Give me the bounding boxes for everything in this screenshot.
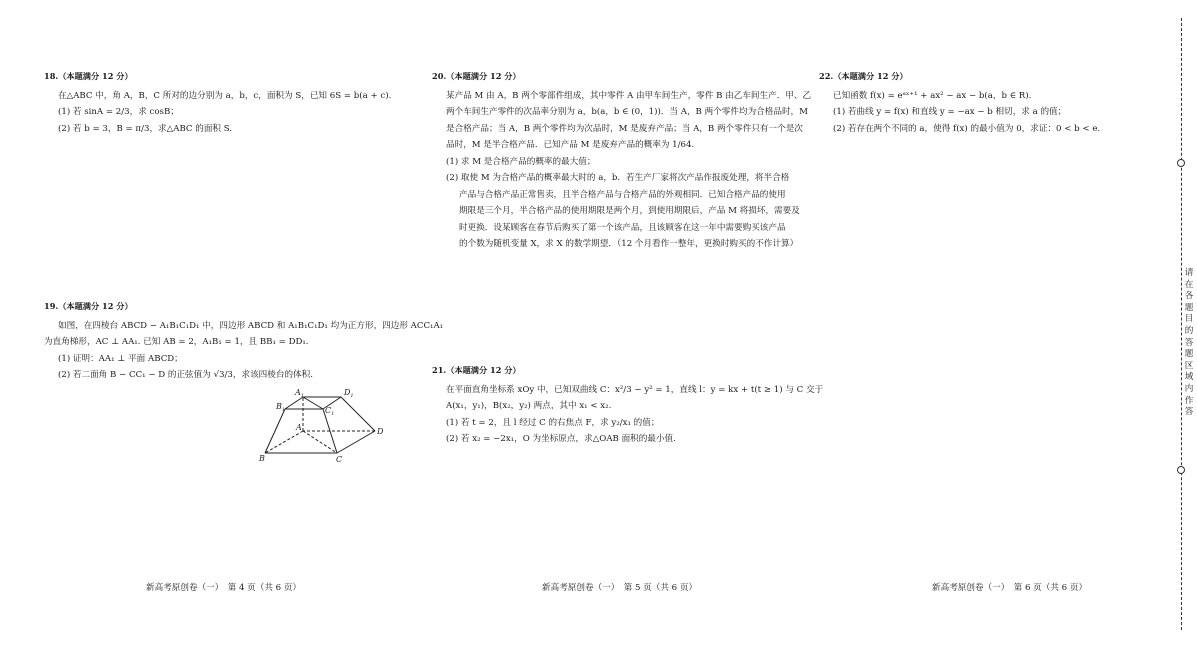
q18-stem: 在△ABC 中，角 A，B，C 所对的边分别为 a，b，c，面积为 S，已知 6S = b(a + c). xyxy=(58,90,392,101)
edge-DD1 xyxy=(341,397,375,431)
diagonal-AC xyxy=(303,431,337,453)
q19-heading: 19.（本题满分 12 分） xyxy=(44,301,133,311)
edge-CD xyxy=(337,431,375,453)
q21-line1: 在平面直角坐标系 xOy 中，已知双曲线 C：x²/3 − y² = 1，直线 l：y = kx + t(t ≥ 1) 与 C 交于 xyxy=(446,384,824,395)
q18-part2: (2) 若 b = 3，B = π/3，求△ABC 的面积 S. xyxy=(58,123,233,134)
q22-part1: (1) 若曲线 y = f(x) 和直线 y = −ax − b 相切，求 a 的值； xyxy=(833,107,1067,117)
page4-q18 xyxy=(44,68,391,137)
frustum-figure xyxy=(255,385,395,465)
q21-heading: 21.（本题满分 12 分） xyxy=(432,365,521,375)
q21-line2: A(x₁，y₁)，B(x₂，y₂) 两点，其中 x₁ < x₂. xyxy=(446,401,612,411)
label-B: B xyxy=(259,454,265,463)
page4-footer: 新高考原创卷（一） 第 4 页（共 6 页） xyxy=(146,583,302,593)
page5-q21 xyxy=(432,362,823,448)
edge-BB1 xyxy=(265,409,285,453)
q20-part1: (1) 求 M 是合格产品的概率的最大值； xyxy=(446,156,596,167)
label-A1: $A_1$ xyxy=(295,388,304,399)
binding-hole-bottom xyxy=(1177,466,1185,474)
q20-part2-a: (2) 取使 M 为合格产品的概率最大时的 a，b．若生产厂家将次产品作报废处理，将半合格 xyxy=(446,173,790,183)
q21-part2: (2) 若 x₂ = −2x₁，O 为坐标原点，求△OAB 面积的最小值. xyxy=(446,434,676,444)
q22-stem: 已知函数 f(x) = eᵃˣ⁺¹ + ax² − ax − b(a，b ∈ R). xyxy=(833,90,1032,101)
page5-q20 xyxy=(432,68,811,253)
label-B1: $B_1$ xyxy=(276,402,286,413)
binding-hole-top xyxy=(1177,159,1185,167)
q20-part2-b: 产品与合格产品正常售卖，且半合格产品与合格产品的外观相同．已知合格产品的使用 xyxy=(459,189,786,200)
q20-line4: 品时，M 是半合格产品．已知产品 M 是废弃产品的概率为 1/64. xyxy=(446,140,695,150)
binding-notice: 请 在 各 题 目 的 答 题 区 域 内 作 答 xyxy=(1184,268,1194,418)
label-C1: $C_1$ xyxy=(325,406,335,417)
q21-part1: (1) 若 t = 2，且 l 经过 C 的右焦点 F，求 y₂/x₁ 的值； xyxy=(446,417,660,428)
q22-heading: 22.（本题满分 12 分） xyxy=(819,71,908,81)
binding-dashed-line xyxy=(1181,18,1182,630)
page5-footer: 新高考原创卷（一） 第 5 页（共 6 页） xyxy=(542,583,698,593)
diagonal-A1C1 xyxy=(303,397,323,409)
q20-part2-c: 期限是三个月，半合格产品的使用期限是两个月，到使用期限后，产品 M 将损坏，需要及 xyxy=(459,206,800,216)
q20-heading: 20.（本题满分 12 分） xyxy=(432,71,521,81)
page6-footer: 新高考原创卷（一） 第 6 页（共 6 页） xyxy=(932,583,1088,593)
q20-line3: 是合格产品；当 A，B 两个零件均为次品时，M 是废弃产品；当 A，B 两个零件只有一个是次 xyxy=(446,123,803,134)
q19-line1: 如图，在四棱台 ABCD − A₁B₁C₁D₁ 中，四边形 ABCD 和 A₁B₁C₁D₁ 均为正方形，四边形 ACC₁A₁ xyxy=(58,320,444,331)
page6-q22 xyxy=(819,68,1100,137)
q20-line2: 两个车间生产零件的次品率分别为 a，b(a，b ∈ (0，1))．当 A，B 两个零件均为合格品时，M xyxy=(446,107,808,117)
edge-AB xyxy=(265,431,303,453)
q20-part2-d: 时更换．设某顾客在春节后购买了第一个该产品，且该顾客在这一年中需要购买该产品 xyxy=(459,222,786,233)
label-A: A xyxy=(296,423,302,432)
q18-heading: 18.（本题满分 12 分） xyxy=(44,71,133,81)
q20-part2-e: 的个数为随机变量 X，求 X 的数学期望．（12 个月看作一整年，更换时购买的不作计算） xyxy=(459,239,799,249)
page4-q19 xyxy=(44,298,443,384)
label-D: D xyxy=(377,427,384,436)
label-C: C xyxy=(336,455,343,464)
q22-part2: (2) 若存在两个不同的 a，使得 f(x) 的最小值为 0，求证：0 < b < e. xyxy=(833,123,1101,134)
q19-part2: (2) 若二面角 B − CC₁ − D 的正弦值为 √3/3，求该四棱台的体积. xyxy=(58,370,313,380)
q19-line2: 为直角梯形，AC ⊥ AA₁. 已知 AB = 2，A₁B₁ = 1，且 BB₁ = DD₁. xyxy=(44,337,309,347)
q20-line1: 某产品 M 由 A，B 两个零部件组成，其中零件 A 由甲车间生产，零件 B 由乙车间生产．甲、乙 xyxy=(446,90,812,101)
label-D1: $D_1$ xyxy=(344,388,354,399)
q18-part1: (1) 若 sinA = 2/3，求 cosB； xyxy=(58,107,179,117)
q19-part1: (1) 证明：AA₁ ⊥ 平面 ABCD； xyxy=(58,353,183,364)
